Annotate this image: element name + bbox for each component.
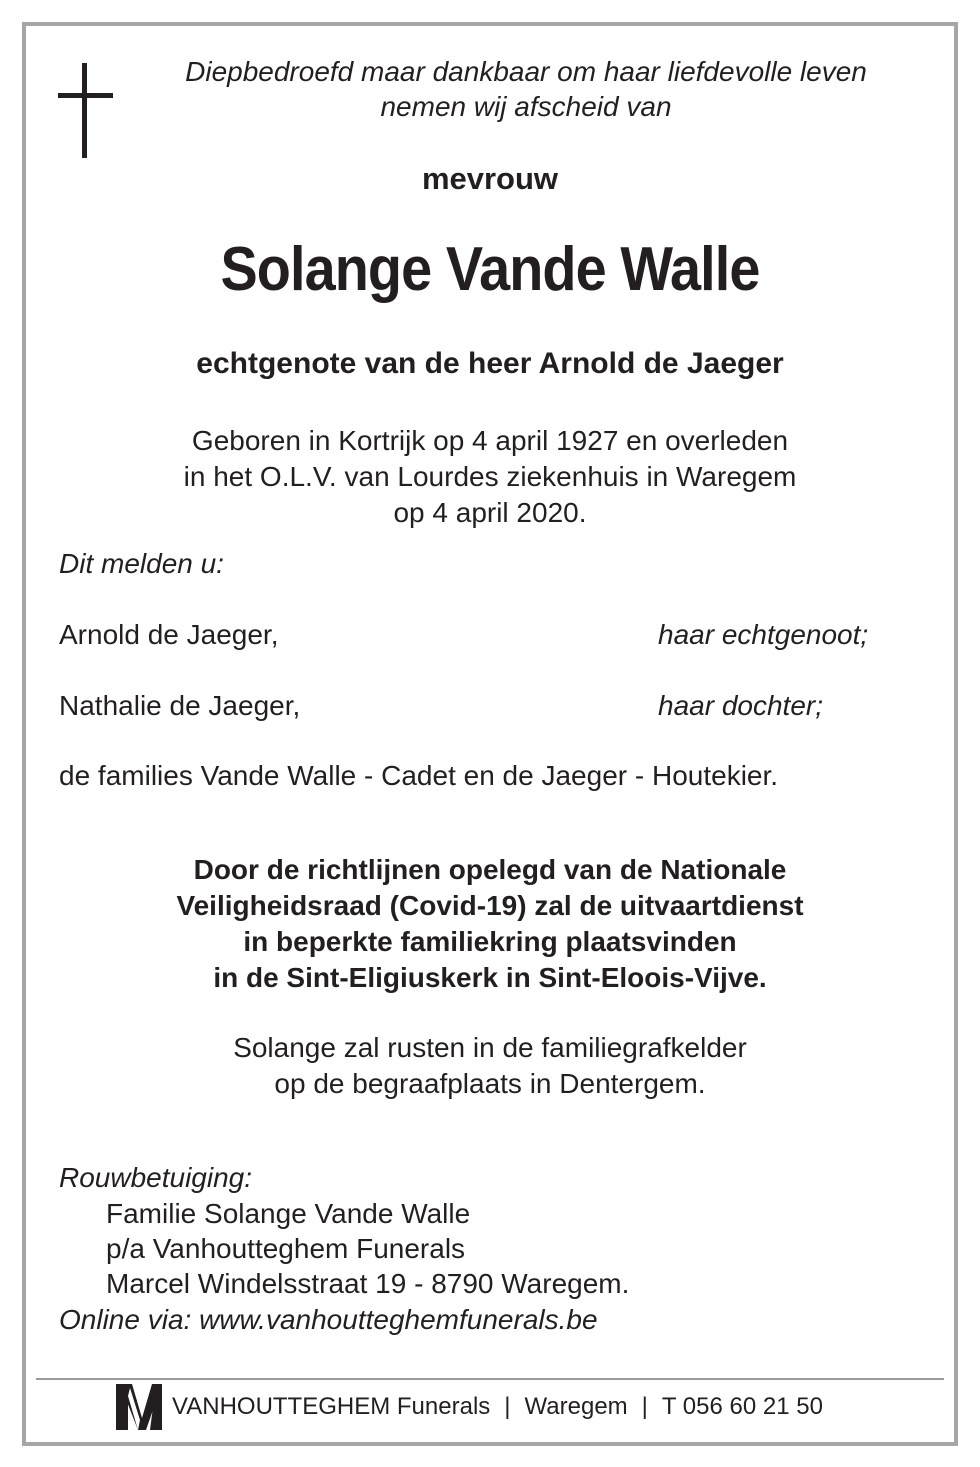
spouse-line: echtgenote van de heer Arnold de Jaeger: [196, 347, 784, 380]
address-line-3: Marcel Windelsstraat 19 - 8790 Waregem.: [106, 1268, 630, 1299]
footer: [116, 1384, 823, 1430]
birth-death-line-2: in het O.L.V. van Lourdes ziekenhuis in Waregem: [183, 461, 797, 492]
salutation: mevrouw: [421, 161, 559, 196]
birth-death-line-1: Geboren in Kortrijk op 4 april 1927 en overleden: [191, 425, 789, 456]
footer-company: VANHOUTTEGHEM Funerals: [172, 1393, 491, 1420]
footer-separator: |: [641, 1393, 648, 1420]
covid-notice: [0, 852, 980, 996]
condolences-address: [106, 1196, 629, 1301]
covid-notice-line-2: Veiligheidsraad (Covid-19) zal de uitvaartdienst: [176, 890, 804, 921]
covid-notice-line-1: Door de richtlijnen opelegd van de Nationale: [193, 854, 787, 885]
footer-city: Waregem: [524, 1393, 628, 1420]
family-member-name: Nathalie de Jaeger,: [59, 690, 301, 721]
intro-line-2: nemen wij afscheid van: [380, 91, 672, 122]
cross-icon-bar: [58, 93, 113, 98]
deceased-name: Solange Vande Walle: [220, 235, 760, 304]
resting-place: [0, 1030, 980, 1102]
intro-line-1: Diepbedroefd maar dankbaar om haar liefdevolle leven: [185, 56, 867, 87]
covid-notice-line-4: in de Sint-Eligiuskerk in Sint-Eloois-Vijve.: [213, 962, 767, 993]
address-line-2: p/a Vanhoutteghem Funerals: [106, 1233, 466, 1264]
address-line-1: Familie Solange Vande Walle: [106, 1198, 471, 1229]
footer-divider: [36, 1378, 944, 1380]
announced-by-heading: Dit melden u:: [59, 548, 224, 579]
intro-text: [126, 54, 926, 124]
resting-line-2: op de begraafplaats in Dentergem.: [274, 1068, 706, 1099]
resting-line-1: Solange zal rusten in de familiegrafkelder: [233, 1032, 747, 1063]
family-member-relation: haar dochter;: [658, 690, 823, 721]
footer-phone: T 056 60 21 50: [661, 1393, 823, 1420]
family-member-name: Arnold de Jaeger,: [59, 619, 279, 650]
families-line: de families Vande Walle - Cadet en de Jaeger - Houtekier.: [59, 760, 779, 791]
online-condolences-link[interactable]: Online via: www.vanhoutteghemfunerals.be: [59, 1304, 598, 1335]
covid-notice-line-3: in beperkte familiekring plaatsvinden: [243, 926, 737, 957]
footer-separator: |: [504, 1393, 511, 1420]
birth-death-line-3: op 4 april 2020.: [393, 497, 587, 528]
condolences-heading: Rouwbetuiging:: [59, 1162, 253, 1193]
cross-icon: [82, 63, 87, 158]
company-logo-icon: [116, 1384, 162, 1430]
birth-death-details: [0, 423, 980, 531]
family-member-relation: haar echtgenoot;: [658, 619, 869, 650]
